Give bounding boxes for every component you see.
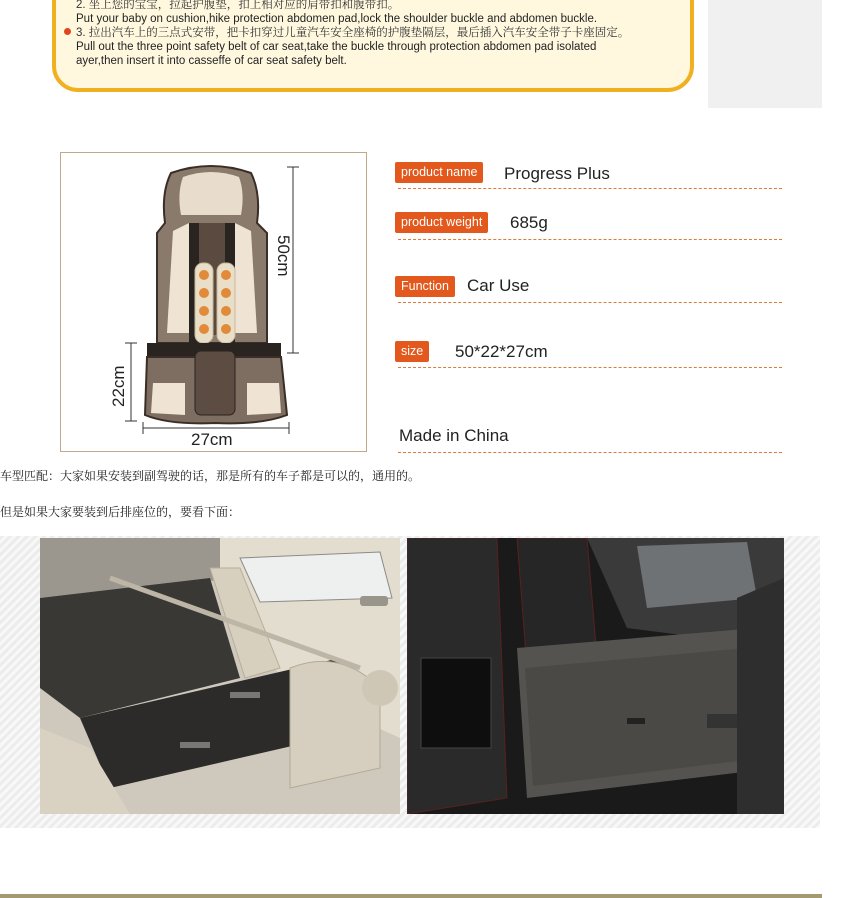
- side-gray-block: [708, 0, 822, 108]
- spec-value-product-weight: 685g: [510, 213, 548, 232]
- spec-badge-function: Function: [395, 276, 455, 297]
- divider: [398, 188, 782, 189]
- spec-badge-size: size: [395, 341, 429, 362]
- car-rear-seat-photo-left: [40, 538, 400, 814]
- car-seat-illustration: [61, 153, 366, 451]
- dimension-width-label: 27cm: [191, 430, 233, 449]
- car-rear-seat-photo-right: [407, 538, 784, 814]
- dimension-seat-label: 22cm: [109, 365, 128, 407]
- instruction-step3-cn-text: 3. 拉出汽车上的三点式安带，把卡扣穿过儿童汽车安全座椅的护腹垫隔层，最后插入汽车安全带子卡座固定。: [76, 27, 630, 39]
- divider: [398, 367, 782, 368]
- spec-value-function: Car Use: [467, 276, 530, 295]
- divider: [398, 302, 782, 303]
- spec-value-product-name: Progress Plus: [504, 164, 610, 183]
- divider: [398, 239, 782, 240]
- divider: [398, 452, 782, 453]
- product-image-frame: [60, 152, 367, 452]
- bullet-icon: [64, 28, 71, 35]
- instruction-step2-en: Put your baby on cushion,hike protection abdomen pad,lock the shoulder buckle and abdomen buckle.: [76, 13, 598, 25]
- instruction-step2-cn: 2. 坐上您的宝宝，拉起护腹垫，扣上相对应的肩带扣和腹带扣。: [76, 0, 400, 11]
- spec-value-size: 50*22*27cm: [455, 342, 548, 361]
- note-line-2: 但是如果大家要装到后排座位的，要看下面：: [0, 505, 241, 519]
- note-line-1: 车型匹配：大家如果安装到副驾驶的话，那是所有的车子都是可以的，通用的。: [0, 469, 421, 483]
- instruction-step3-cn: [76, 26, 696, 40]
- instruction-step3-en-b: ayer,then insert it into casseffe of car seat safety belt.: [76, 55, 347, 67]
- instruction-text: [76, 0, 696, 68]
- spec-badge-product-name: product name: [395, 162, 483, 183]
- bottom-divider: [0, 894, 822, 898]
- spec-badge-product-weight: product weight: [395, 212, 488, 233]
- made-in-label: Made in China: [399, 426, 509, 445]
- dimension-height-label: 50cm: [274, 235, 293, 277]
- instruction-step3-en-a: Pull out the three point safety belt of car seat,take the buckle through protection abdomen pad isolated: [76, 41, 597, 53]
